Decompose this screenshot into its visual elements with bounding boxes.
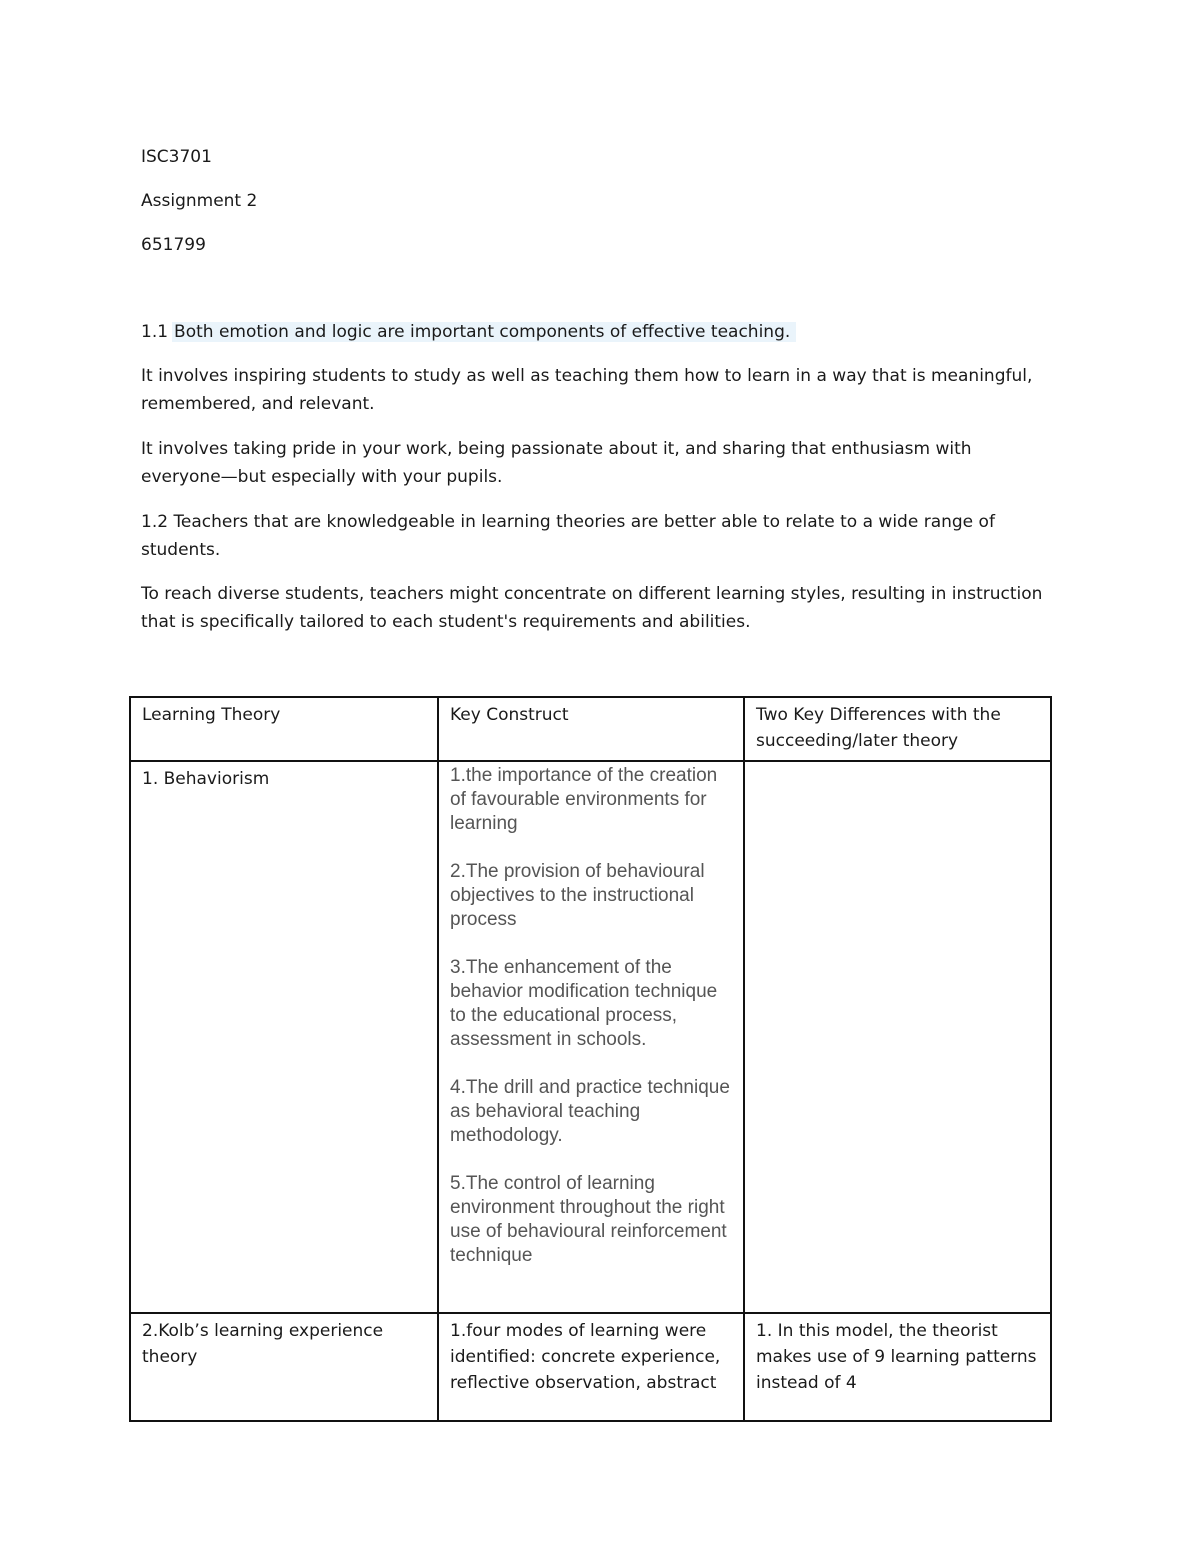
- course-code: ISC3701: [141, 147, 212, 167]
- learning-theory-table: [129, 696, 1052, 1422]
- assignment-title: Assignment 2: [141, 191, 258, 211]
- theory-name: 2.Kolb’s learning experience theory: [130, 1313, 438, 1421]
- key-construct-item: 2.The provision of behavioural objectives to the instructional process: [450, 861, 705, 930]
- section-1-1-heading-text: Both emotion and logic are important components of effective teaching.: [172, 322, 796, 342]
- theory-name: 1. Behaviorism: [130, 761, 438, 1313]
- section-1-2-paragraph-2: To reach diverse students, teachers might concentrate on different learning styles, resulting in instruction that is specifically tailored to each student's requirements and abilities.: [141, 584, 1043, 632]
- key-construct-item: 5.The control of learning environment throughout the right use of behavioural reinforcement technique: [450, 1173, 727, 1266]
- header-learning-theory: Learning Theory: [130, 697, 438, 761]
- section-1-2-paragraph-1: 1.2 Teachers that are knowledgeable in learning theories are better able to relate to a wide range of students.: [141, 512, 995, 560]
- section-1-1-paragraph-2: It involves taking pride in your work, being passionate about it, and sharing that enthusiasm with everyone—but especially with your pupils.: [141, 439, 972, 487]
- section-1-1-paragraph-1: It involves inspiring students to study as well as teaching them how to learn in a way that is meaningful, remembered, and relevant.: [141, 366, 1033, 414]
- key-construct-item: 3.The enhancement of the behavior modification technique to the educational process, assessment in schools.: [450, 957, 718, 1050]
- header-two-key-differences: Two Key Differences with the succeeding/later theory: [744, 697, 1051, 761]
- differences-cell: 1. In this model, the theorist makes use of 9 learning patterns instead of 4: [744, 1313, 1051, 1421]
- key-construct-cell: [438, 761, 744, 1313]
- table-header-row: [130, 697, 1051, 761]
- table-row: [130, 1313, 1051, 1421]
- differences-cell: [744, 761, 1051, 1313]
- key-construct-item: 4.The drill and practice technique as behavioral teaching methodology.: [450, 1077, 730, 1146]
- section-1-1-heading: [141, 318, 1071, 346]
- table-row: [130, 761, 1051, 1313]
- student-number: 651799: [141, 235, 206, 255]
- key-construct-cell: 1.four modes of learning were identified: concrete experience, reflective observation, abstract: [438, 1313, 744, 1421]
- header-key-construct: Key Construct: [438, 697, 744, 761]
- section-1-1-number: 1.1: [141, 322, 169, 342]
- key-construct-item: 1.the importance of the creation of favourable environments for learning: [450, 765, 718, 834]
